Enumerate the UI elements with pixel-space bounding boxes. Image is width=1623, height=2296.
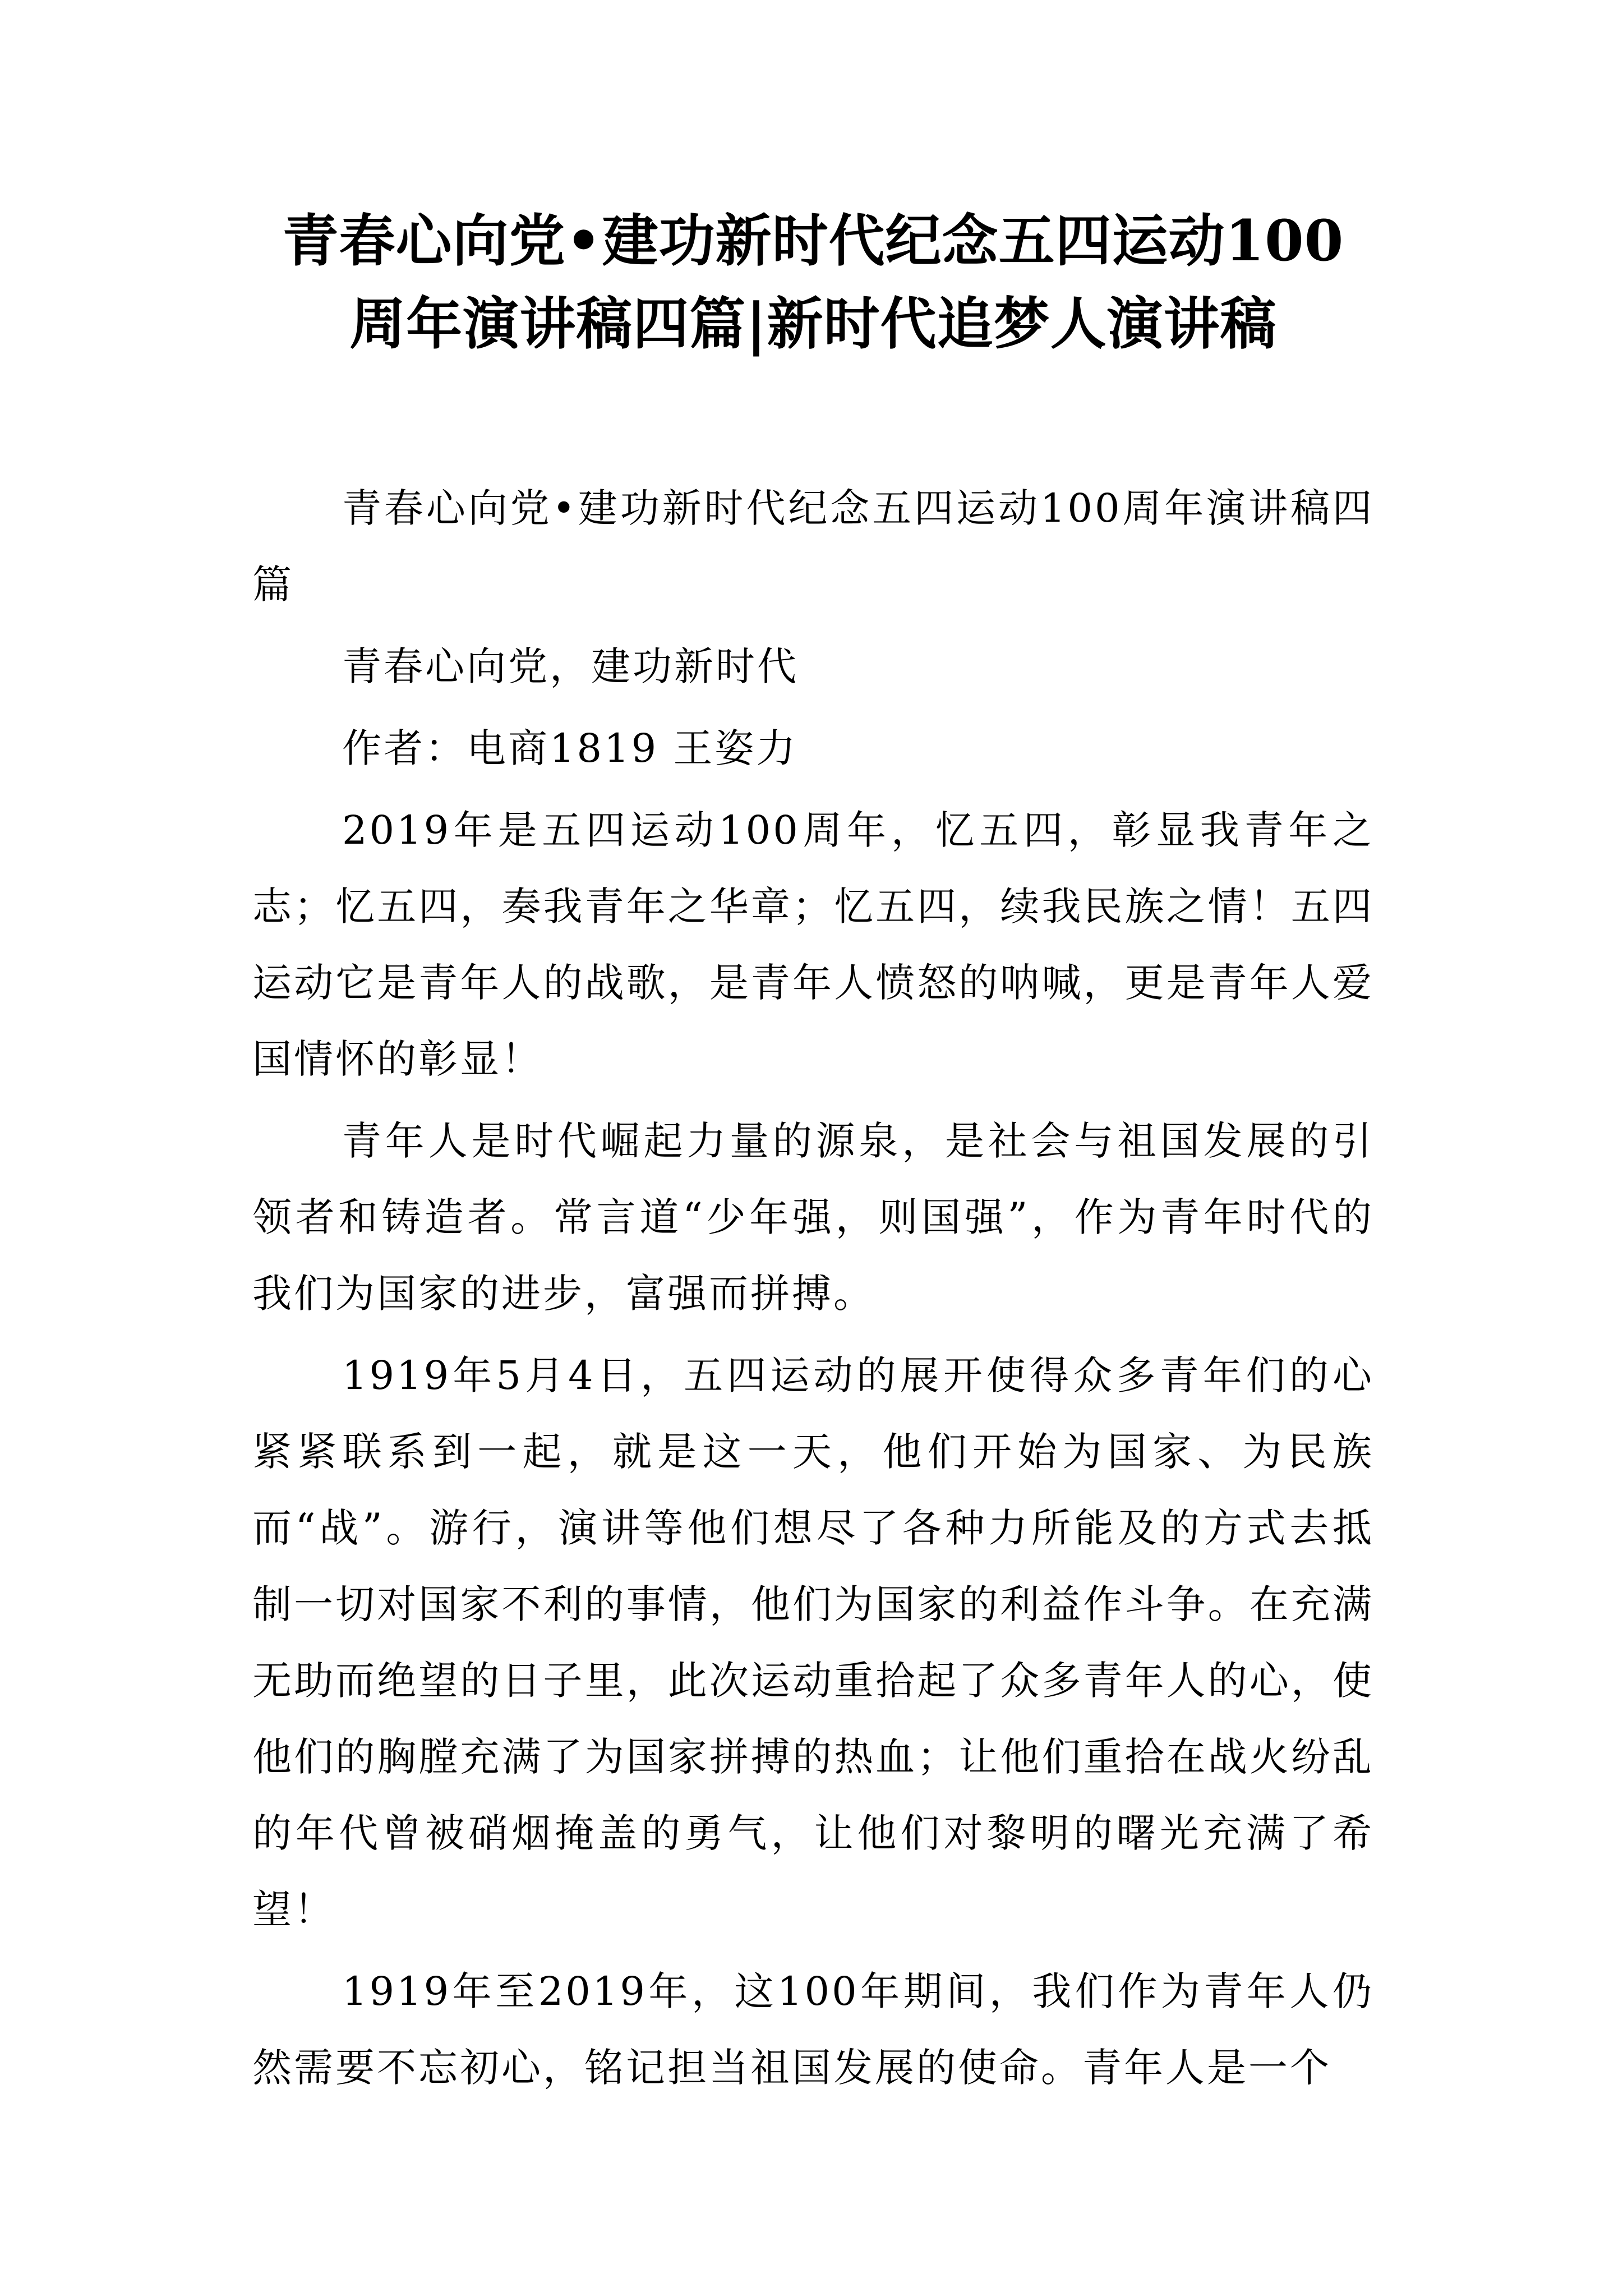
title-line-1: 青春心向党•建功新时代纪念五四运动100 bbox=[282, 208, 1344, 274]
paragraph: 1919年至2019年，这100年期间，我们作为青年人仍然需要不忘初心，铭记担当祖国发展的使命。青年人是一个 bbox=[252, 1968, 1374, 2091]
document-body bbox=[252, 470, 1374, 2106]
paragraph-subtitle: 青春心向党，建功新时代 bbox=[342, 643, 799, 689]
document-title bbox=[247, 199, 1380, 365]
paragraph: 2019年是五四运动100周年，忆五四，彰显我青年之志；忆五四，奏我青年之华章；忆五四，续我民族之情！五四运动它是青年人的战歌，是青年人愤怒的呐喊，更是青年人爱国情怀的彰显！ bbox=[252, 807, 1374, 1082]
paragraph-author: 作者：电商1819 王姿力 bbox=[342, 725, 798, 771]
paragraph: 青年人是时代崛起力量的源泉，是社会与祖国发展的引领者和铸造者。常言道“少年强，则国强”，作为青年时代的我们为国家的进步，富强而拼搏。 bbox=[252, 1118, 1374, 1317]
title-line-2: 周年演讲稿四篇|新时代追梦人演讲稿 bbox=[349, 291, 1277, 357]
paragraph: 1919年5月4日，五四运动的展开使得众多青年们的心紧紧联系到一起，就是这一天，他们开始为国家、为民族而“战”。游行，演讲等他们想尽了各种力所能及的方式去抵制一切对国家不利的事情，他们为国家的利益作斗争。在充满无助而绝望的日子里，此次运动重拾起了众多青年人的心，使他们的胸膛充满了为国家拼搏的热血；让他们重拾在战火纷乱的年代曾被硝烟掩盖的勇气，让他们对黎明的曙光充满了希望！ bbox=[252, 1352, 1374, 1932]
paragraph-heading: 青春心向党•建功新时代纪念五四运动100周年演讲稿四篇 bbox=[252, 485, 1374, 608]
